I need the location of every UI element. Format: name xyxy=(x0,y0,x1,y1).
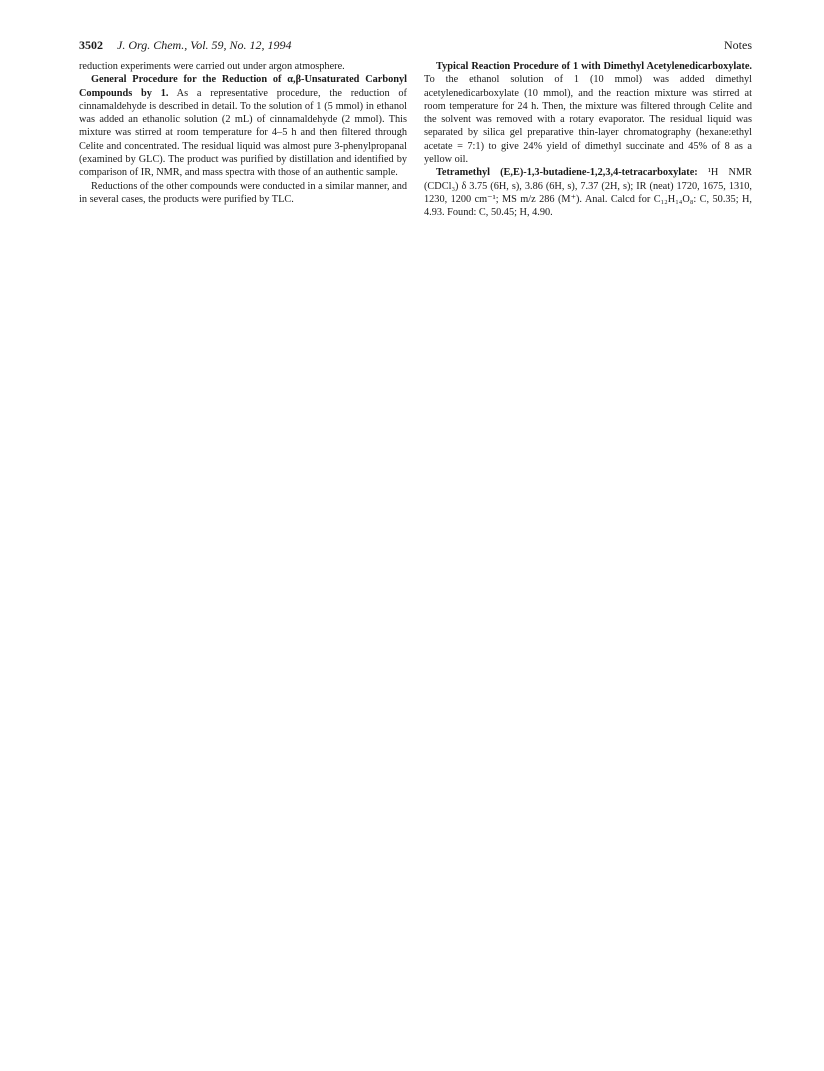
paragraph-continuation: reduction experiments were carried out under argon atmosphere. xyxy=(79,61,345,72)
paragraph-typical-reaction xyxy=(424,60,752,166)
page-number: 3502 xyxy=(79,38,103,52)
right-column xyxy=(424,60,752,220)
compound-name-heading: Tetramethyl (E,E)-1,3-butadiene-1,2,3,4-tetracarboxylate: xyxy=(436,167,698,179)
paragraph-body: ¹H NMR (CDCl₃) δ 3.75 (6H, s), 3.86 (6H, s), 7.37 (2H, s); IR (neat) 1720, 1675, 1310, 1230, 1200 cm⁻¹; MS m/z 286 (M⁺). Anal. Calcd for C₁₂H₁₄O₈: C, 50.35; H, 4.93. Found: C, 50.45; H, 4.90. xyxy=(424,167,752,219)
run-in-heading: Typical Reaction Procedure of 1 with Dimethyl Acetylenedicarboxylate. xyxy=(436,61,752,72)
run-in-heading: General Procedure for the Reduction of α,β-Unsaturated Carbonyl Compounds by 1. xyxy=(79,74,407,99)
paragraph-body: To the ethanol solution of 1 (10 mmol) was added dimethyl acetylenedicarboxylate (10 mmol), and the reaction mixture was stirred at room temperature for 24 h. Then, the mixture was filtered through Celite and the solvent was removed with a rotary evaporator. The residual liquid was separated by silica gel preparative thin-layer chromatography (hexane:ethyl acetate = 7:1) to give 24% yield of dimethyl succinate and 45% of 8 as a yellow oil. xyxy=(424,74,752,166)
page-header xyxy=(79,38,752,54)
left-column xyxy=(79,60,407,206)
paragraph-body: As a representative procedure, the reduction of cinnamaldehyde is described in detail. To the solution of 1 (5 mmol) in ethanol was added an ethanolic solution (2 mL) of cinnamaldehyde (2 mmol). This mixture was stirred at room temperature for 4–5 h and then filtered through Celite and concentrated. The residual liquid was almost pure 3-phenylpropanal (examined by GLC). The product was purified by distillation and identified by comparison of IR, NMR, and mass spectra with those of an authentic sample. xyxy=(79,87,407,179)
section-label: Notes xyxy=(724,38,752,52)
journal-reference: J. Org. Chem., Vol. 59, No. 12, 1994 xyxy=(117,38,292,52)
paragraph-other-reductions: Reductions of the other compounds were conducted in a similar manner, and in several cases, the products were purified by TLC. xyxy=(79,180,407,205)
paragraph-compound-data xyxy=(424,166,752,219)
paragraph-general-procedure xyxy=(79,73,407,179)
